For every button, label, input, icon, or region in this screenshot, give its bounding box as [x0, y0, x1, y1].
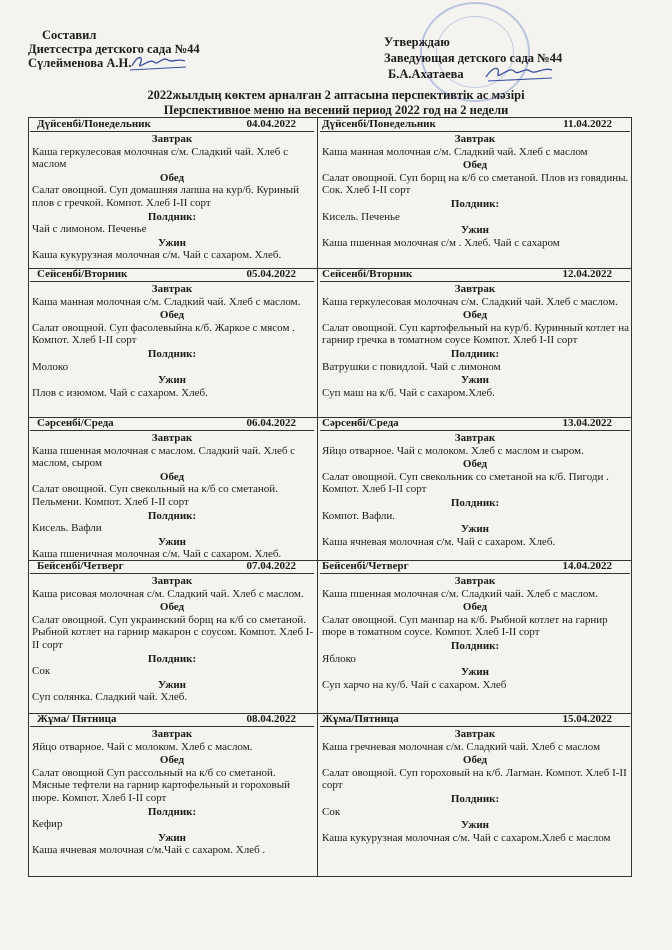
meal-label-breakfast: Завтрак	[454, 728, 496, 740]
meal-label-lunch: Обед	[462, 159, 488, 172]
snack-text: Сок	[322, 805, 341, 818]
meal-label-dinner: Ужин	[460, 224, 490, 237]
lunch-text: Салат овощной. Суп свекольный на к/б со сметаной. Пельмени. Компот. Хлеб I-II сорт	[32, 483, 278, 508]
meal-label-dinner: Ужин	[157, 535, 187, 548]
meal-label-lunch: Обед	[462, 601, 488, 614]
dinner-text: Каша ячневая молочная с/м.Чай с сахаром. Хлеб .	[32, 844, 266, 857]
lunch-text: Салат овощной. Суп домашняя лапша на кур/б. Куриный плов с гречкой. Компот. Хлеб I-II сорт	[32, 184, 300, 209]
day-header	[30, 268, 314, 282]
title-russian: Перспективное меню на весений период 2022 год на 2 недели	[163, 103, 509, 117]
breakfast-text: Каша рисовая молочная с/м. Сладкий чай. Хлеб с маслом.	[32, 587, 304, 600]
day-header	[30, 560, 314, 574]
compiled-role: Диетсестра детского сада №44	[28, 42, 200, 56]
meal-label-dinner: Ужин	[157, 236, 187, 249]
meal-label-snack: Полдник:	[450, 496, 500, 509]
dinner-text: Каша пшеничная молочная с/м. Чай с сахаром. Хлеб.	[32, 548, 282, 561]
meal-label-lunch: Обед	[159, 754, 185, 767]
day-date: 07.04.2022	[246, 560, 296, 573]
meal-label-lunch: Обед	[462, 458, 488, 471]
day-name: Жұма/Пятница	[322, 713, 399, 726]
breakfast-text: Каша геркулесовая молочнач с/м. Сладкий чай. Хлеб с маслом.	[322, 295, 618, 308]
day-cell	[320, 560, 630, 713]
lunch-text: Салат овощной. Суп борщ на к/б со сметаной. Плов из говядины. Сок. Хлеб I-II сорт	[322, 171, 629, 197]
meal-label-dinner: Ужин	[460, 666, 490, 679]
lunch-text: Салат овощной. Суп фасолевыйна к/б. Жаркое с мясом . Компот. Хлеб I-II сорт	[32, 321, 295, 347]
day-cell	[320, 417, 630, 560]
approve-name: Б.А.Ахатаева	[388, 67, 464, 81]
meal-label-snack: Полдник:	[147, 347, 197, 360]
meal-label-dinner: Ужин	[460, 374, 490, 387]
column-divider	[317, 118, 318, 876]
day-cell	[30, 268, 314, 417]
dinner-text: Суп харчо на ку/б. Чай с сахаром. Хлеб	[322, 678, 507, 691]
meal-label-breakfast: Завтрак	[151, 283, 193, 295]
meal-label-snack: Полдник:	[450, 347, 500, 360]
day-header	[30, 713, 314, 727]
day-header	[320, 713, 630, 727]
meal-label-breakfast: Завтрак	[454, 432, 496, 444]
day-header	[320, 118, 630, 132]
day-date: 05.04.2022	[246, 268, 296, 281]
meal-label-lunch: Обед	[159, 309, 185, 322]
day-name: Сәрсенбі/Среда	[37, 417, 114, 430]
day-cell	[30, 713, 314, 878]
breakfast-text: Яйцо отварное. Чай с молоком. Хлеб с маслом и сыром.	[322, 444, 584, 457]
day-header	[320, 268, 630, 282]
meal-label-lunch: Обед	[159, 601, 185, 614]
lunch-text: Салат овощной. Суп свекольник со сметаной на к/б. Пигоди . Компот. Хлеб I-II сорт	[322, 470, 609, 496]
signature-right-icon	[482, 62, 556, 84]
meal-label-lunch: Обед	[462, 309, 488, 322]
breakfast-text: Каша пшенная молочная с/м. Сладкий чай. Хлеб с маслом.	[322, 587, 598, 600]
breakfast-text: Каша манная молочная с/м. Сладкий чай. Хлеб с маслом.	[32, 295, 301, 308]
meal-label-snack: Полдник:	[147, 210, 197, 223]
menu-table	[28, 117, 632, 877]
meal-label-snack: Полдник:	[147, 509, 197, 522]
day-date: 13.04.2022	[562, 417, 612, 430]
meal-label-breakfast: Завтрак	[151, 432, 193, 444]
snack-text: Кефир	[32, 818, 63, 831]
day-name: Сейсенбі/Вторник	[37, 268, 128, 281]
lunch-text: Салат овощной. Суп украинский борщ на к/б со сметаной. Рыбной котлет на гарнир макарон с соусом. Компот. Хлеб I-II сорт	[32, 613, 314, 651]
day-date: 08.04.2022	[246, 713, 296, 726]
breakfast-text: Каша геркулесовая молочная с/м. Сладкий чай. Хлеб с маслом	[32, 145, 288, 171]
day-date: 12.04.2022	[562, 268, 612, 281]
lunch-text: Салат овощной. Суп картофельный на кур/б. Куринный котлет на гарнир гречка в томатном соусе Компот. Хлеб I-II сорт	[322, 321, 629, 347]
compiled-name: Сүлейменова А.Н.	[28, 56, 132, 70]
snack-text: Чай с лимоном. Печенье	[32, 223, 147, 236]
day-name: Дүйсенбі/Понедельник	[37, 118, 151, 131]
meal-label-lunch: Обед	[159, 171, 185, 184]
breakfast-text: Каша пшенная молочная с маслом. Сладкий чай. Хлеб с маслом, сыром	[32, 444, 296, 470]
meal-label-snack: Полдник:	[147, 652, 197, 665]
snack-text: Сок	[32, 665, 51, 678]
snack-text: Молоко	[32, 360, 69, 373]
day-name: Бейсенбі/Четверг	[37, 560, 124, 573]
meal-label-dinner: Ужин	[460, 523, 490, 536]
breakfast-text: Каша манная молочная с/м. Сладкий чай. Хлеб с маслом	[322, 145, 588, 158]
meal-label-snack: Полдник:	[147, 805, 197, 818]
lunch-text: Салат овощной Суп рассольный на к/б со сметаной. Мясные тефтели на гарнир картофельный и гороховый пюре. Компот. Хлеб I-II сорт	[32, 766, 290, 804]
signature-left-icon	[128, 52, 188, 74]
meal-label-dinner: Ужин	[157, 831, 187, 844]
meal-label-breakfast: Завтрак	[454, 283, 496, 295]
day-cell	[30, 417, 314, 560]
meal-label-breakfast: Завтрак	[454, 133, 496, 145]
lunch-text: Салат овощной. Суп манпар на к/б. Рыбной котлет на гарнир пюре в томатном соусе. Компот. Хлеб I-II сорт	[322, 613, 608, 639]
day-header	[320, 417, 630, 431]
day-header	[320, 560, 630, 574]
breakfast-text: Яйцо отварное. Чай с молоком. Хлеб с маслом.	[32, 740, 253, 753]
day-date: 04.04.2022	[246, 118, 296, 131]
meal-label-breakfast: Завтрак	[151, 575, 193, 587]
day-cell	[30, 560, 314, 713]
meal-label-snack: Полдник:	[450, 639, 500, 652]
meal-label-lunch: Обед	[462, 754, 488, 767]
snack-text: Кисель. Вафли	[32, 522, 102, 535]
meal-label-dinner: Ужин	[157, 374, 187, 387]
dinner-text: Каша ячневая молочная с/м. Чай с сахаром. Хлеб.	[322, 535, 556, 548]
day-date: 14.04.2022	[562, 560, 612, 573]
snack-text: Ватрушки с повидлой. Чай с лимоном	[322, 360, 501, 373]
meal-label-breakfast: Завтрак	[151, 133, 193, 145]
day-header	[30, 417, 314, 431]
day-name: Сейсенбі/Вторник	[322, 268, 413, 281]
day-cell	[320, 118, 630, 268]
approve-label: Утверждаю	[384, 35, 450, 49]
meal-label-dinner: Ужин	[157, 678, 187, 691]
title-kazakh: 2022жылдың көктем арналған 2 аптасына перспективтік ас мәзірі	[147, 88, 525, 102]
day-cell	[30, 118, 314, 268]
breakfast-text: Каша гречневая молочная с/м. Сладкий чай. Хлеб с маслом	[322, 740, 601, 753]
meal-label-snack: Полдник:	[450, 792, 500, 805]
meal-label-breakfast: Завтрак	[151, 728, 193, 740]
approve-role: Заведующая детского сада №44	[384, 51, 563, 65]
day-name: Сәрсенбі/Среда	[322, 417, 399, 430]
dinner-text: Суп солянка. Сладкий чай. Хлеб.	[32, 691, 188, 704]
day-name: Жұма/ Пятница	[37, 713, 117, 726]
dinner-text: Каша кукурузная молочная с/м. Чай с сахаром.Хлеб с маслом	[322, 831, 611, 844]
meal-label-snack: Полдник:	[450, 197, 500, 210]
snack-text: Яблоко	[322, 652, 356, 665]
meal-label-lunch: Обед	[159, 470, 185, 483]
dinner-text: Плов с изюмом. Чай с сахаром. Хлеб.	[32, 386, 208, 399]
day-date: 11.04.2022	[563, 118, 612, 131]
day-cell	[320, 713, 630, 878]
day-cell	[320, 268, 630, 417]
meal-label-breakfast: Завтрак	[454, 575, 496, 587]
day-header	[30, 118, 314, 132]
day-date: 06.04.2022	[246, 417, 296, 430]
day-name: Дүйсенбі/Понедельник	[322, 118, 436, 131]
day-name: Бейсенбі/Четверг	[322, 560, 409, 573]
lunch-text: Салат овощной. Суп гороховый на к/б. Лагман. Компот. Хлеб I-II сорт	[322, 766, 627, 792]
dinner-text: Суп маш на к/б. Чай с сахаром.Хлеб.	[322, 386, 495, 399]
day-date: 15.04.2022	[562, 713, 612, 726]
snack-text: Компот. Вафли.	[322, 509, 395, 522]
dinner-text: Каша пшенная молочная с/м . Хлеб. Чай с сахаром	[322, 236, 560, 249]
compiled-label: Составил	[42, 28, 97, 42]
snack-text: Кисель. Печенье	[322, 210, 400, 223]
dinner-text: Каша кукурузная молочная с/м. Чай с сахаром. Хлеб.	[32, 249, 282, 262]
meal-label-dinner: Ужин	[460, 819, 490, 832]
